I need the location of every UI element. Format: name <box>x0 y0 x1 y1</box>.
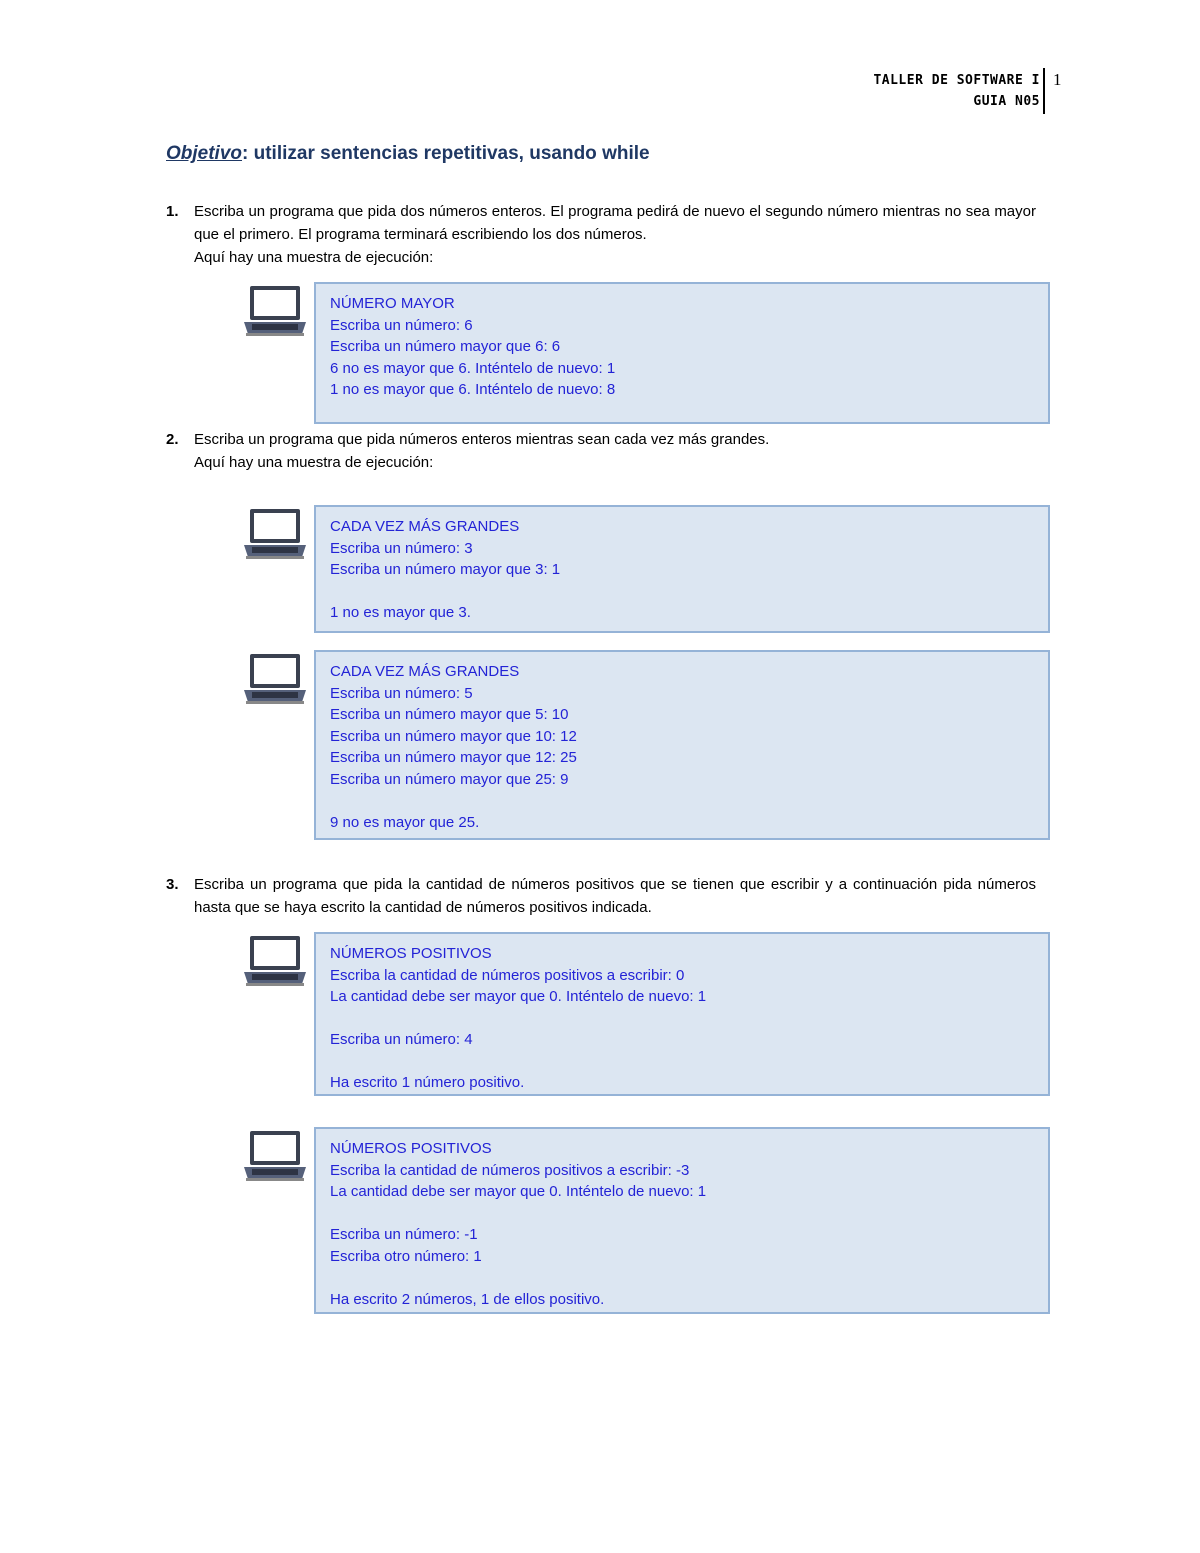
exercise-number: 2. <box>166 431 179 448</box>
console-line: Escriba un número: 5 <box>330 684 473 702</box>
console-line: Escriba un número mayor que 3: 1 <box>330 561 561 578</box>
console-line: 1 no es mayor que 6. Inténtelo de nuevo: 8 <box>330 381 616 398</box>
exercise-number: 1. <box>166 203 179 220</box>
console-line: Escriba un número: 6 <box>330 316 473 334</box>
console-line: Escriba un número mayor que 5: 10 <box>330 706 569 723</box>
console-line: Escriba la cantidad de números positivos a escribir: -3 <box>330 1161 690 1179</box>
page-number: 1 <box>1053 70 1062 89</box>
console-line: Escriba un número: 3 <box>330 539 473 557</box>
console-line: Ha escrito 2 números, 1 de ellos positivo. <box>330 1290 605 1308</box>
exercise-sample-label: Aquí hay una muestra de ejecución: <box>194 249 434 266</box>
console-sample <box>314 1127 1050 1314</box>
console-line <box>330 1203 1034 1225</box>
console-line <box>330 1267 1034 1289</box>
running-header <box>873 70 1040 112</box>
console-line: Escriba un número mayor que 6: 6 <box>330 338 561 355</box>
exercise-1 <box>166 200 1036 269</box>
console-line: 6 no es mayor que 6. Inténtelo de nuevo: 1 <box>330 359 616 377</box>
console-line: CADA VEZ MÁS GRANDES <box>330 663 520 680</box>
console-line: La cantidad debe ser mayor que 0. Inténtelo de nuevo: 1 <box>330 988 707 1005</box>
console-sample <box>314 505 1050 633</box>
exercise-text: Escriba un programa que pida dos números enteros. El programa pedirá de nuevo el segundo número mientras no sea mayor que el primero. El programa terminará escribiendo los dos números. <box>194 203 1036 243</box>
laptop-icon <box>242 650 308 708</box>
exercise-text: Escriba un programa que pida la cantidad de números positivos que se tienen que escribir y a continuación pida números hasta que se haya escrito la cantidad de números positivos indicada. <box>194 876 1036 916</box>
exercise-2 <box>166 428 1036 474</box>
console-sample <box>314 282 1050 424</box>
console-line: La cantidad debe ser mayor que 0. Inténtelo de nuevo: 1 <box>330 1183 707 1200</box>
console-line: Escriba un número mayor que 10: 12 <box>330 727 577 745</box>
console-line: 1 no es mayor que 3. <box>330 604 471 621</box>
console-line: Escriba un número: -1 <box>330 1226 478 1243</box>
console-sample <box>314 650 1050 840</box>
console-line: Escriba un número: 4 <box>330 1031 473 1048</box>
objective-text: : utilizar sentencias repetitivas, usando while <box>242 143 650 164</box>
console-line: Escriba otro número: 1 <box>330 1247 482 1265</box>
laptop-icon <box>242 1127 308 1185</box>
laptop-icon <box>242 505 308 563</box>
console-line: Escriba un número mayor que 12: 25 <box>330 749 577 766</box>
exercise-sample-label: Aquí hay una muestra de ejecución: <box>194 454 434 471</box>
console-sample <box>314 932 1050 1096</box>
laptop-icon <box>242 282 308 340</box>
header-guide: GUIA N05 <box>973 94 1040 109</box>
objective-keyword: Objetivo <box>166 143 243 164</box>
console-line <box>330 401 1034 423</box>
console-line <box>330 1051 1034 1073</box>
console-line: 9 no es mayor que 25. <box>330 813 480 831</box>
exercise-text: Escriba un programa que pida números enteros mientras sean cada vez más grandes. <box>194 431 770 448</box>
exercise-3 <box>166 873 1036 919</box>
console-line: Escriba la cantidad de números positivos a escribir: 0 <box>330 966 685 984</box>
header-divider <box>1043 68 1045 114</box>
console-line: NÚMEROS POSITIVOS <box>330 945 492 962</box>
console-line: NÚMEROS POSITIVOS <box>330 1140 492 1157</box>
console-line <box>330 1008 1034 1030</box>
console-line <box>330 581 1034 603</box>
console-line <box>330 790 1034 812</box>
header-course: TALLER DE SOFTWARE I <box>873 73 1040 88</box>
console-line: NÚMERO MAYOR <box>330 295 455 312</box>
console-line: Escriba un número mayor que 25: 9 <box>330 770 569 788</box>
console-line: Ha escrito 1 número positivo. <box>330 1074 525 1091</box>
exercise-number: 3. <box>166 876 179 893</box>
laptop-icon <box>242 932 308 990</box>
console-line: CADA VEZ MÁS GRANDES <box>330 518 520 535</box>
objective-heading <box>166 143 650 165</box>
